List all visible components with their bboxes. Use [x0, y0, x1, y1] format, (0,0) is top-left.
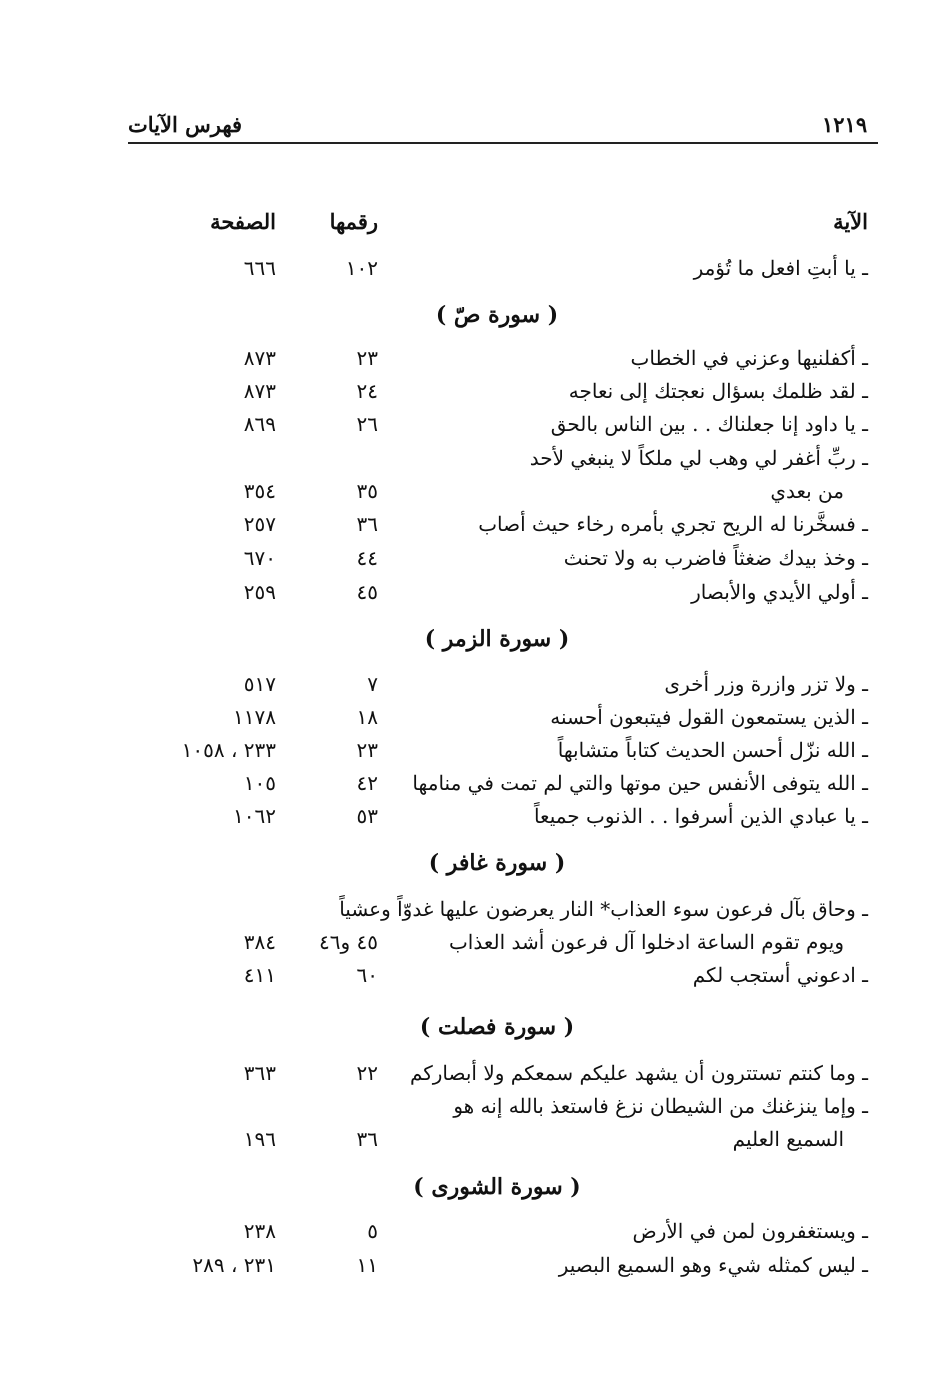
- verse-text: ـ وحاق بآل فرعون سوء العذاب* النار يعرضون عليها غدوّاً وعشياً: [339, 897, 868, 921]
- page-ref: ٦٦٦: [243, 256, 276, 280]
- surah-title: ( سورة صّ ): [435, 302, 559, 328]
- verse-text: ـ أولي الأيدي والأبصار: [691, 580, 868, 604]
- verse-row: [0, 1250, 926, 1280]
- verse-text: ـ وما كنتم تستترون أن يشهد عليكم سمعكم ولا أبصاركم: [409, 1061, 868, 1085]
- verse-number: ٣٦: [356, 512, 378, 536]
- page-ref: ٢٣٨: [243, 1219, 276, 1243]
- page-ref: ١٠٦٢: [233, 804, 276, 828]
- verse-row: [0, 409, 926, 439]
- surah-heading: [0, 1171, 926, 1203]
- verse-number: ٤٢: [356, 771, 378, 795]
- verse-text: ـ فسخَّرنا له الريح تجري بأمره رخاء حيث أصاب: [478, 512, 868, 536]
- verse-number: ٢٤: [356, 379, 378, 403]
- verse-number: ٥٣: [356, 804, 378, 828]
- verse-text: ـ ولا تزر وازرة وزر أخرى: [664, 672, 868, 696]
- verse-number: ٢٣: [356, 346, 378, 370]
- verse-text: ـ ادعوني أستجب لكم: [692, 963, 868, 987]
- verse-row: [0, 1124, 926, 1154]
- verse-text: ـ ربِّ أغفر لي وهب لي ملكاً لا ينبغي لأحد: [529, 446, 868, 470]
- surah-title: ( سورة الشورى ): [413, 1174, 581, 1200]
- header-title: فهرس الآيات: [128, 112, 243, 137]
- verse-row: [0, 376, 926, 406]
- page-ref: ١٩٦: [243, 1127, 276, 1151]
- page-ref: ٣٨٤: [243, 930, 276, 954]
- surah-heading: [0, 623, 926, 655]
- surah-heading: [0, 299, 926, 331]
- verse-number: ٧: [367, 672, 378, 696]
- verse-row: [0, 509, 926, 539]
- page-ref: ١١٧٨: [233, 705, 276, 729]
- verse-row: [0, 543, 926, 573]
- page-ref: ٢٥٧: [243, 512, 276, 536]
- verse-row: [0, 801, 926, 831]
- verse-number: ٦٠: [356, 963, 378, 987]
- verse-number: ١٠٢: [345, 256, 378, 280]
- verse-number: ١٨: [356, 705, 378, 729]
- page-ref: ٢٣٣ ، ١٠٥٨: [181, 738, 276, 762]
- verse-number: ٣٥: [356, 479, 378, 503]
- page-ref: ١٠٥: [243, 771, 276, 795]
- page-ref: ٨٦٩: [243, 412, 276, 436]
- verse-number: ٤٥: [356, 580, 378, 604]
- page-ref: ٥١٧: [243, 672, 276, 696]
- verse-row: [0, 702, 926, 732]
- verse-text: ويوم تقوم الساعة ادخلوا آل فرعون أشد العذاب: [448, 930, 844, 954]
- verse-row: [0, 1091, 926, 1121]
- surah-title: ( سورة الزمر ): [424, 626, 570, 652]
- page-ref: ٤١١: [243, 963, 276, 987]
- verse-row: [0, 735, 926, 765]
- page-ref: ٢٥٩: [243, 580, 276, 604]
- verse-text: ـ يا داود إنا جعلناك . . بين الناس بالحق: [550, 412, 868, 436]
- column-header-verse: الآية: [833, 209, 868, 234]
- verse-text: ـ الله يتوفى الأنفس حين موتها والتي لم تمت في منامها: [412, 771, 868, 795]
- page-ref: ٢٣١ ، ٢٨٩: [192, 1253, 276, 1277]
- verse-text: من بعدي: [770, 479, 844, 503]
- verse-row: [0, 1216, 926, 1246]
- verse-number: ٤٥ و٤٦: [319, 930, 378, 954]
- verse-row: [0, 669, 926, 699]
- header-rule: [128, 142, 878, 144]
- surah-title: ( سورة فصلت ): [419, 1014, 575, 1040]
- verse-text: ـ وخذ بيدك ضغثاً فاضرب به ولا تحنث: [563, 546, 868, 570]
- page-ref: ٨٧٣: [243, 346, 276, 370]
- verse-number: ٢٢: [356, 1061, 378, 1085]
- surah-heading: [0, 1011, 926, 1043]
- verse-text: ـ يا أبتِ افعل ما تُؤمر: [693, 256, 868, 280]
- verse-text: ـ الذين يستمعون القول فيتبعون أحسنه: [550, 705, 868, 729]
- verse-text: ـ يا عبادي الذين أسرفوا . . الذنوب جميعاً: [533, 804, 868, 828]
- page-ref: ٣٥٤: [243, 479, 276, 503]
- verse-text: ـ ويستغفرون لمن في الأرض: [632, 1219, 868, 1243]
- verse-row: [0, 927, 926, 957]
- verse-row: [0, 1058, 926, 1088]
- page-ref: ٨٧٣: [243, 379, 276, 403]
- verse-row: [0, 768, 926, 798]
- page-ref: ٣٦٣: [243, 1061, 276, 1085]
- page-ref: ٦٧٠: [243, 546, 276, 570]
- surah-heading: [0, 847, 926, 879]
- verse-number: ٢٦: [356, 412, 378, 436]
- verse-row: [0, 960, 926, 990]
- verse-row: [0, 343, 926, 373]
- verse-number: ٢٣: [356, 738, 378, 762]
- verse-row: [0, 577, 926, 607]
- verse-text: ـ ليس كمثله شيء وهو السميع البصير: [558, 1253, 868, 1277]
- verse-row: [0, 443, 926, 473]
- verse-text: ـ لقد ظلمك بسؤال نعجتك إلى نعاجه: [568, 379, 868, 403]
- verse-number: ٤٤: [356, 546, 378, 570]
- verse-number: ١١: [356, 1253, 378, 1277]
- column-header-number: رقمها: [329, 209, 378, 234]
- verse-number: ٥: [367, 1219, 378, 1243]
- page-number: ١٢١٩: [822, 112, 868, 137]
- verse-row: [0, 476, 926, 506]
- verse-text: ـ وإما ينزغنك من الشيطان نزغ فاستعذ بالله إنه هو: [453, 1094, 868, 1118]
- verse-text: ـ أكفلنيها وعزني في الخطاب: [630, 346, 868, 370]
- verse-text: السميع العليم: [732, 1127, 844, 1151]
- verse-row: [0, 894, 926, 924]
- surah-title: ( سورة غافر ): [428, 850, 566, 876]
- column-header-page: الصفحة: [210, 209, 276, 234]
- verse-text: ـ الله نزّل أحسن الحديث كتاباً متشابهاً: [557, 738, 868, 762]
- verse-number: ٣٦: [356, 1127, 378, 1151]
- verse-row: [0, 253, 926, 283]
